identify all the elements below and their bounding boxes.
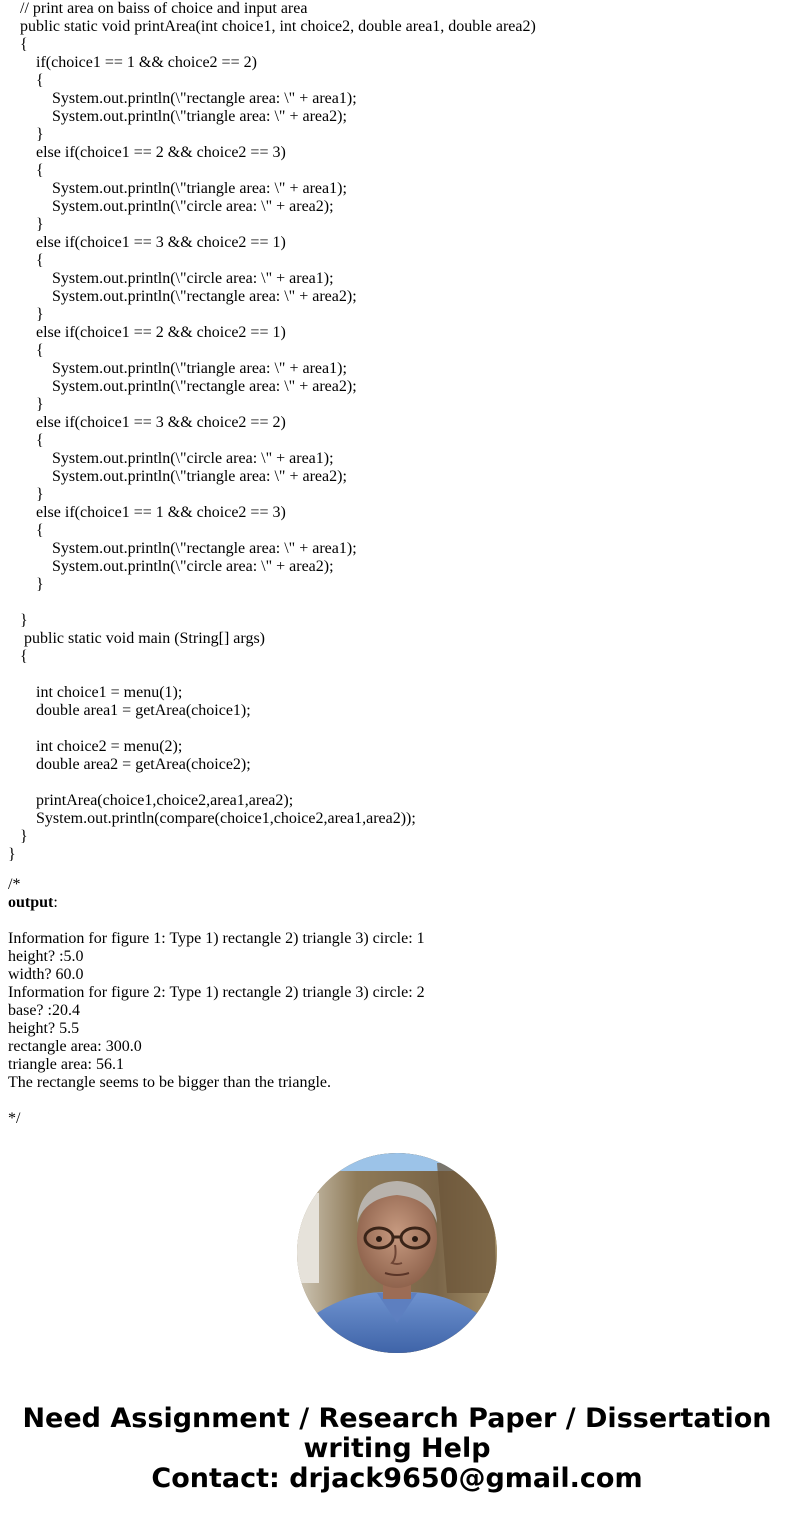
code-line: System.out.println(compare(choice1,choice2,area1,area2)); (8, 810, 416, 827)
code-listing (8, 0, 788, 864)
code-line: { (8, 432, 44, 449)
code-line: } (8, 396, 44, 413)
code-line (8, 594, 788, 612)
comment-open: /* (8, 876, 21, 893)
output-lines (8, 912, 788, 1110)
code-line: if(choice1 == 1 && choice2 == 2) (8, 54, 257, 71)
code-line (8, 666, 788, 684)
code-line: } (8, 486, 44, 503)
code-line: double area1 = getArea(choice1); (8, 702, 251, 719)
code-line: int choice1 = menu(1); (8, 684, 183, 701)
code-line: { (8, 252, 44, 269)
output-line: width? 60.0 (8, 966, 84, 983)
code-line: } (8, 612, 28, 629)
code-line: System.out.println(\"triangle area: \" + area1); (8, 360, 347, 377)
code-line: System.out.println(\"circle area: \" + area1); (8, 270, 334, 287)
code-line: System.out.println(\"circle area: \" + area2); (8, 198, 334, 215)
output-heading (8, 894, 788, 912)
code-line: public static void printArea(int choice1, int choice2, double area1, double area2) (8, 18, 536, 35)
output-line: triangle area: 56.1 (8, 1056, 124, 1073)
code-line: System.out.println(\"circle area: \" + area1); (8, 450, 334, 467)
code-line: } (8, 846, 16, 863)
code-line: } (8, 216, 44, 233)
author-avatar (297, 1153, 497, 1353)
code-line: // print area on baiss of choice and input area (8, 0, 308, 17)
code-line: { (8, 522, 44, 539)
code-line: { (8, 72, 44, 89)
output-line: The rectangle seems to be bigger than the triangle. (8, 1074, 331, 1091)
output-label: output (8, 894, 54, 911)
code-line: System.out.println(\"rectangle area: \" + area2); (8, 288, 357, 305)
code-line: System.out.println(\"circle area: \" + area2); (8, 558, 334, 575)
code-line: } (8, 306, 44, 323)
banner-line-1: Need Assignment / Research Paper / Dissertation (22, 1403, 772, 1434)
code-line (8, 720, 788, 738)
code-line (8, 774, 788, 792)
output-section (8, 876, 788, 1128)
banner-line-3-contact: Contact: drjack9650@gmail.com (151, 1463, 643, 1494)
code-line: } (8, 828, 28, 845)
output-line: Information for figure 1: Type 1) rectangle 2) triangle 3) circle: 1 (8, 930, 425, 947)
code-line: else if(choice1 == 3 && choice2 == 2) (8, 414, 286, 431)
code-line: { (8, 342, 44, 359)
code-line: System.out.println(\"triangle area: \" + area1); (8, 180, 347, 197)
output-colon: : (53, 894, 58, 911)
code-line: { (8, 36, 28, 53)
output-line: height? 5.5 (8, 1020, 80, 1037)
code-line: int choice2 = menu(2); (8, 738, 183, 755)
code-line: System.out.println(\"rectangle area: \" + area2); (8, 378, 357, 395)
code-line: } (8, 576, 44, 593)
output-line: Information for figure 2: Type 1) rectangle 2) triangle 3) circle: 2 (8, 984, 425, 1001)
output-line: rectangle area: 300.0 (8, 1038, 142, 1055)
output-line: height? :5.0 (8, 948, 84, 965)
code-line: System.out.println(\"rectangle area: \" + area1); (8, 90, 357, 107)
code-line: } (8, 126, 44, 143)
code-line: public static void main (String[] args) (8, 630, 265, 647)
comment-close: */ (8, 1110, 21, 1127)
code-line: System.out.println(\"triangle area: \" + area2); (8, 108, 347, 125)
author-photo-icon (297, 1153, 497, 1353)
code-line: double area2 = getArea(choice2); (8, 756, 251, 773)
code-line: System.out.println(\"triangle area: \" + area2); (8, 468, 347, 485)
banner-line-2: writing Help (303, 1433, 491, 1464)
code-line: System.out.println(\"rectangle area: \" + area1); (8, 540, 357, 557)
help-banner (0, 1404, 794, 1494)
code-line: else if(choice1 == 3 && choice2 == 1) (8, 234, 286, 251)
code-line: else if(choice1 == 1 && choice2 == 3) (8, 504, 286, 521)
code-line: { (8, 162, 44, 179)
output-line (8, 1092, 788, 1110)
code-line: printArea(choice1,choice2,area1,area2); (8, 792, 294, 809)
code-line: else if(choice1 == 2 && choice2 == 1) (8, 324, 286, 341)
output-line: base? :20.4 (8, 1002, 80, 1019)
output-line (8, 912, 788, 930)
code-line: { (8, 648, 28, 665)
code-line: else if(choice1 == 2 && choice2 == 3) (8, 144, 286, 161)
